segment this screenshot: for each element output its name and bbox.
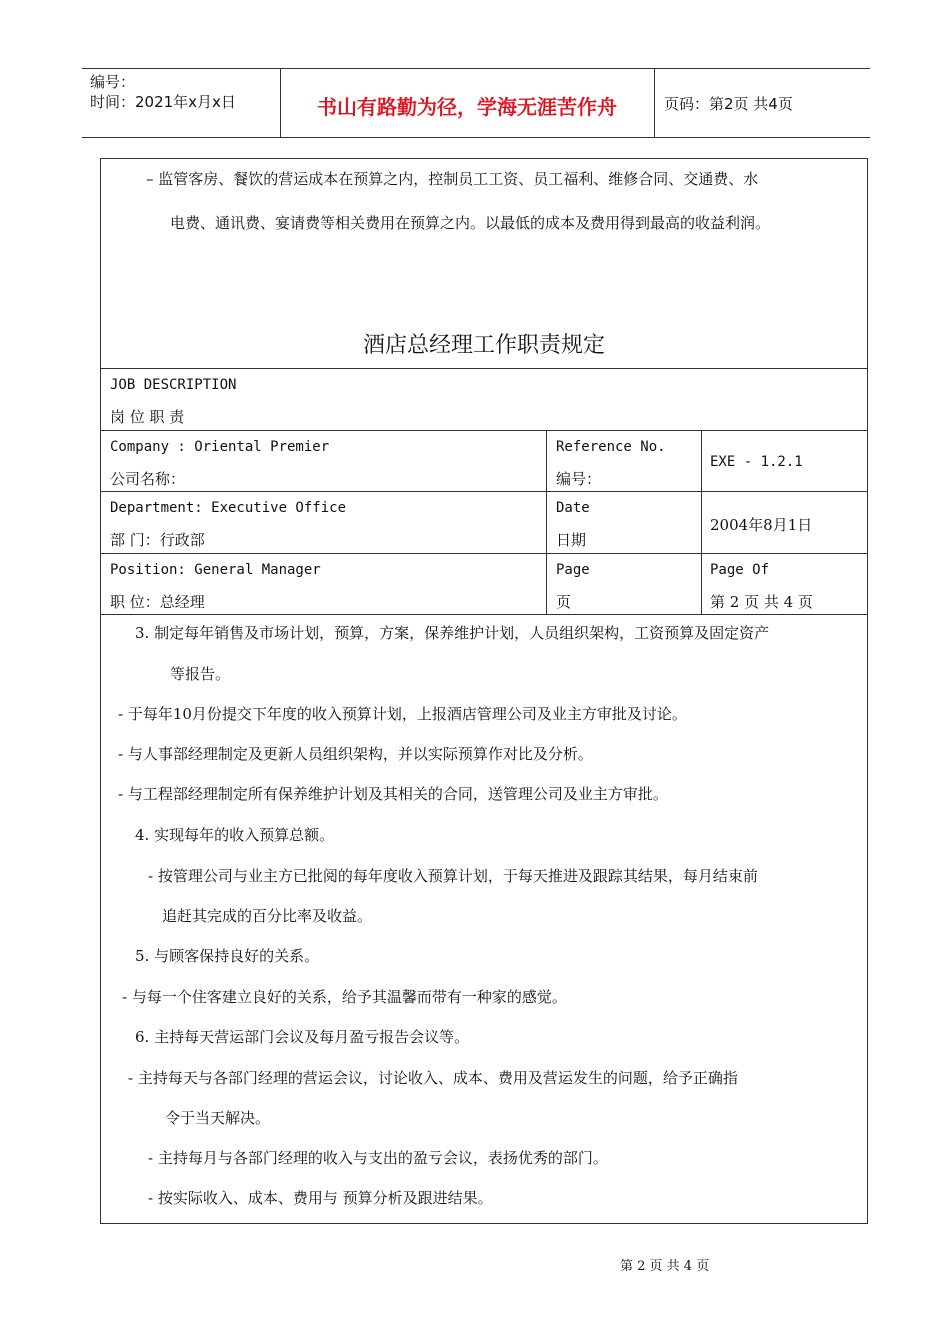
document-date: 时间：2021年x月x日 xyxy=(90,93,236,111)
page-footer: 第 2 页 共 4 页 xyxy=(620,1259,710,1274)
body-line: - 主持每天与各部门经理的营运会议，讨论收入、成本、费用及营运发生的问题，给予正确指 xyxy=(128,1069,738,1087)
body-line: - 与每一个住客建立良好的关系，给予其温馨而带有一种家的感觉。 xyxy=(122,988,567,1006)
body-line: 追赶其完成的百分比率及收益。 xyxy=(162,907,373,925)
header-divider xyxy=(654,69,655,137)
company-label-zh: 公司名称： xyxy=(110,470,186,488)
body-line: - 按实际收入、成本、费用与 预算分析及跟进结果。 xyxy=(148,1189,493,1207)
job-description-en: JOB DESCRIPTION xyxy=(110,377,237,393)
table-col-rule xyxy=(546,430,547,614)
body-line: 5. 与顾客保持良好的关系。 xyxy=(135,947,320,965)
reference-label-en: Reference No. xyxy=(556,439,666,455)
body-line: - 于每年10月份提交下年度的收入预算计划，上报酒店管理公司及业主方审批及讨论。 xyxy=(118,705,687,723)
body-line: - 与人事部经理制定及更新人员组织架构，并以实际预算作对比及分析。 xyxy=(118,745,593,763)
company-label-en: Company : Oriental Premier xyxy=(110,439,330,455)
intro-line: 电费、通讯费、宴请费等相关费用在预算之内。以最低的成本及费用得到最高的收益利润。 xyxy=(170,214,771,232)
page-of-value: 第 2 页 共 4 页 xyxy=(710,593,813,611)
body-line: - 按管理公司与业主方已批阅的每年度收入预算计划，于每天推进及跟踪其结果，每月结束前 xyxy=(148,867,758,885)
body-line: - 与工程部经理制定所有保养维护计划及其相关的合同，送管理公司及业主方审批。 xyxy=(118,785,668,803)
intro-line: – 监管客房、餐饮的营运成本在预算之内，控制员工工资、员工福利、维修合同、交通费、水 xyxy=(146,170,759,188)
department-label-en: Department: Executive Office xyxy=(110,500,347,516)
page-label-en: Page xyxy=(556,562,590,578)
date-value: 2004年8月1日 xyxy=(710,516,813,534)
page-label-zh: 页 xyxy=(556,593,572,611)
content-frame xyxy=(100,158,868,1224)
table-rule xyxy=(100,553,868,554)
date-label-zh: 日期 xyxy=(556,531,587,549)
body-line: 4. 实现每年的收入预算总额。 xyxy=(135,826,335,844)
table-rule xyxy=(100,430,868,431)
body-line: 令于当天解决。 xyxy=(165,1109,271,1127)
header-page-info: 页码：第2页 共4页 xyxy=(664,95,793,113)
document-number: 编号： xyxy=(90,73,136,91)
table-col-rule xyxy=(701,430,702,614)
department-label-zh: 部 门：行政部 xyxy=(110,531,205,549)
page-of-label-en: Page Of xyxy=(710,562,770,578)
position-label-zh: 职 位：总经理 xyxy=(110,593,205,611)
table-rule xyxy=(100,614,868,615)
page-header xyxy=(82,68,870,138)
header-motto: 书山有路勤为径，学海无涯苦作舟 xyxy=(317,95,617,119)
body-line: 等报告。 xyxy=(170,665,231,683)
document-title: 酒店总经理工作职责规定 xyxy=(362,333,605,358)
job-description-zh: 岗 位 职 责 xyxy=(110,408,185,426)
table-rule xyxy=(100,368,868,369)
table-rule xyxy=(100,491,868,492)
reference-value: EXE - 1.2.1 xyxy=(710,454,803,470)
body-line: - 主持每月与各部门经理的收入与支出的盈亏会议，表扬优秀的部门。 xyxy=(148,1149,608,1167)
body-line: 3. 制定每年销售及市场计划，预算，方案，保养维护计划，人员组织架构，工资预算及固定资产 xyxy=(135,624,770,642)
position-label-en: Position: General Manager xyxy=(110,562,321,578)
date-label-en: Date xyxy=(556,500,590,516)
reference-label-zh: 编号： xyxy=(556,470,602,488)
body-line: 6. 主持每天营运部门会议及每月盈亏报告会议等。 xyxy=(135,1028,470,1046)
